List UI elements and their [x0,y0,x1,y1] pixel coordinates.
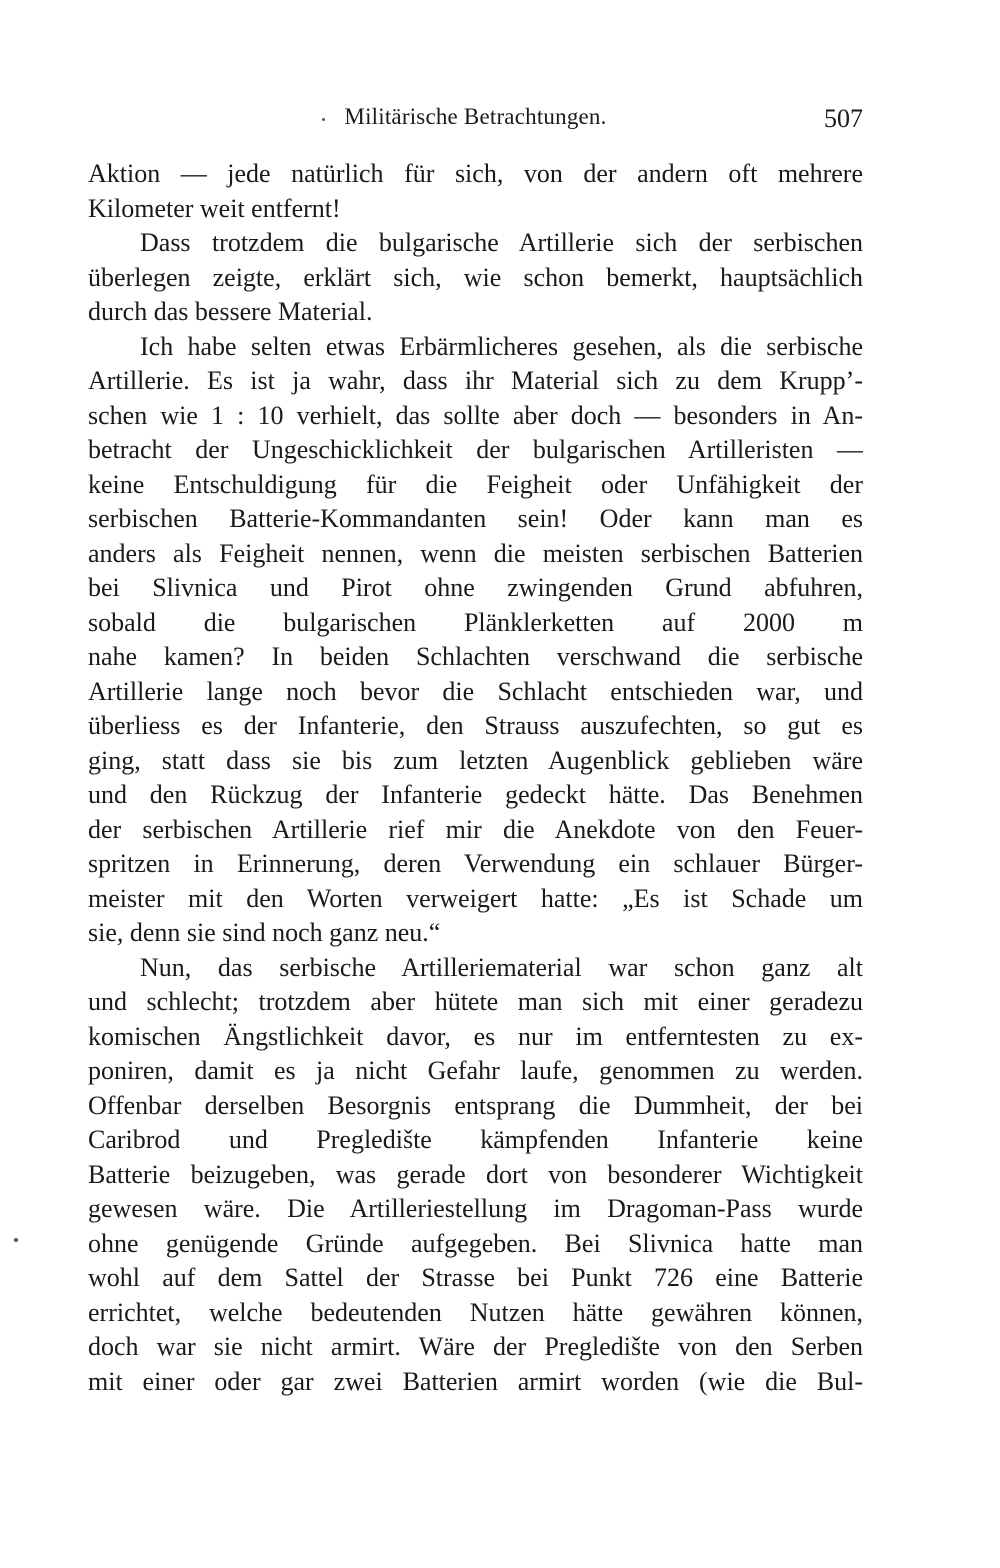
text-line: ohne genügende Gründe aufgegeben. Bei Slivnica hatte man [88,1228,863,1258]
text-line: überlegen zeigte, erklärt sich, wie schon bemerkt, hauptsächlich [88,262,863,292]
text-line: doch war sie nicht armirt. Wäre der Pregledište von den Serben [88,1332,863,1361]
text-line: meister mit den Worten verweigert hatte: „Es ist Schade um [88,883,863,913]
text-line: anders als Feigheit nennen, wenn die meisten serbischen Batterien [88,538,863,568]
text-line: serbischen Batterie-Kommandanten sein! Oder kann man es [88,504,863,533]
text-line: mit einer oder gar zwei Batterien armirt worden (wie die Bul- [88,1366,863,1396]
scan-speck [14,1238,18,1242]
text-line: Nun, das serbische Artilleriematerial war schon ganz alt [140,952,863,982]
text-line: nahe kamen? In beiden Schlachten verschwand die serbische [88,642,863,671]
running-head [88,104,863,140]
text-line: gewesen wäre. Die Artilleriestellung im Dragoman-Pass wurde [88,1194,863,1223]
running-title: Militärische Betrachtungen. [344,104,607,129]
text-line: poniren, damit es ja nicht Gefahr laufe, genommen zu werden. [88,1056,863,1085]
text-line: ging, statt dass sie bis zum letzten Augenblick geblieben wäre [88,745,863,775]
text-line: komischen Ängstlichkeit davor, es nur im entferntesten zu ex- [88,1021,863,1051]
text-line: Caribrod und Pregledište kämpfenden Infanterie keine [88,1125,863,1154]
text-line: Batterie beizugeben, was gerade dort von besonderer Wichtigkeit [88,1159,863,1189]
text-line: sie, denn sie sind noch ganz neu.“ [88,918,441,947]
text-line: bei Slivnica und Pirot ohne zwingenden Grund abfuhren, [88,573,863,602]
body-text [88,157,863,1399]
text-line: keine Entschuldigung für die Feigheit oder Unfähigkeit der [88,469,863,499]
text-line: sobald die bulgarischen Plänklerketten auf 2000 m [88,607,863,637]
text-line: Kilometer weit entfernt! [88,193,341,223]
text-line: durch das bessere Material. [88,297,373,326]
text-line: wohl auf dem Sattel der Strasse bei Punkt 726 eine Batterie [88,1263,863,1292]
text-line: und schlecht; trotzdem aber hütete man sich mit einer geradezu [88,987,863,1016]
text-line: Aktion — jede natürlich für sich, von der andern oft mehrere [88,159,863,188]
text-line: Artillerie. Es ist ja wahr, dass ihr Material sich zu dem Krupp’- [88,366,863,395]
text-line: und den Rückzug der Infanterie gedeckt hätte. Das Benehmen [88,780,863,809]
text-line: Offenbar derselben Besorgnis entsprang die Dummheit, der bei [88,1090,863,1120]
page-number: 507 [824,104,863,133]
text-line: betracht der Ungeschicklichkeit der bulgarischen Artilleristen — [88,435,863,464]
scan-speck [322,118,325,121]
text-line: errichtet, welche bedeutenden Nutzen hätte gewähren können, [88,1297,863,1327]
text-line: Artillerie lange noch bevor die Schlacht entschieden war, und [88,676,863,706]
text-line: der serbischen Artillerie rief mir die Anekdote von den Feuer- [88,814,863,844]
text-line: spritzen in Erinnerung, deren Verwendung ein schlauer Bürger- [88,849,863,878]
text-line: Ich habe selten etwas Erbärmlicheres gesehen, als die serbische [140,331,863,361]
text-line: schen wie 1 : 10 verhielt, das sollte aber doch — besonders in An- [88,400,863,430]
text-line: überliess es der Infanterie, den Strauss auszufechten, so gut es [88,711,863,740]
text-line: Dass trotzdem die bulgarische Artillerie sich der serbischen [140,228,863,257]
